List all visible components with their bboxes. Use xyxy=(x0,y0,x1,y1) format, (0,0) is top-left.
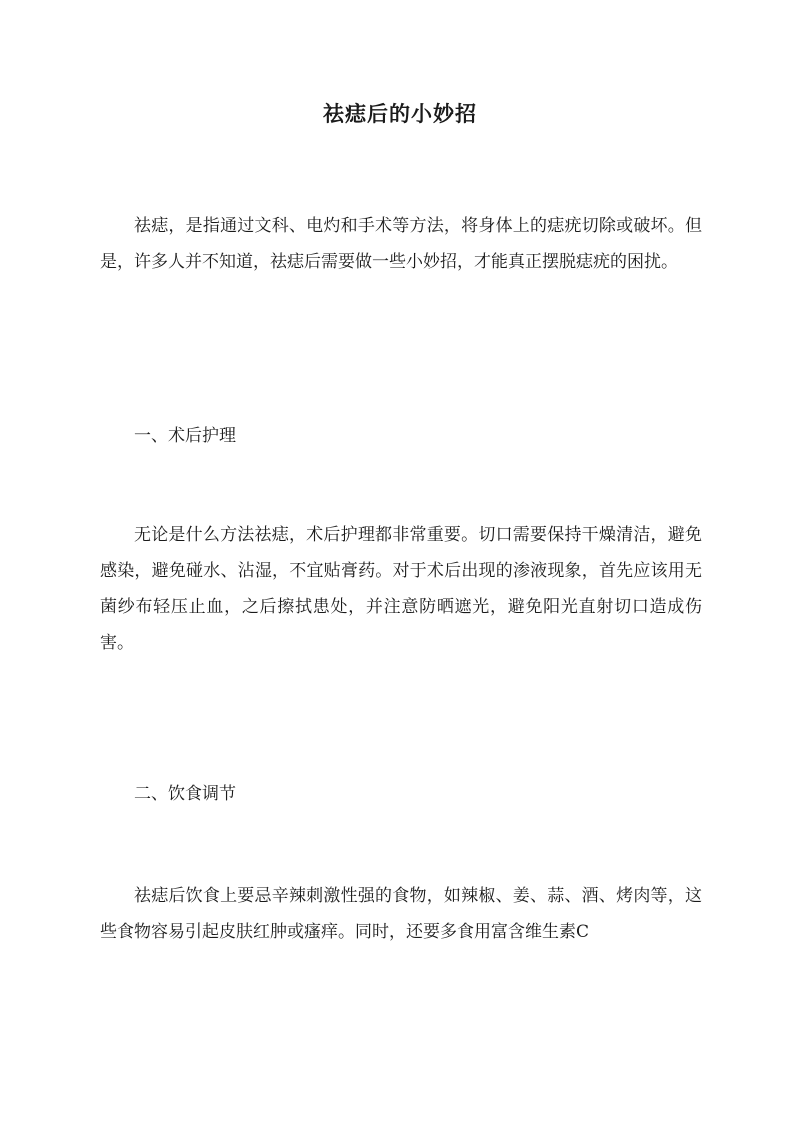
section-body-diet: 祛痣后饮食上要忌辛辣刺激性强的食物，如辣椒、姜、蒜、酒、烤肉等，这些食物容易引起皮肤红肿或瘙痒。同时，还要多食用富含维生素C xyxy=(100,886,702,942)
intro-paragraph: 祛痣，是指通过文科、电灼和手术等方法，将身体上的痣疣切除或破坏。但是，许多人并不知道，祛痣后需要做一些小妙招，才能真正摆脱痣疣的困扰。 xyxy=(100,216,702,272)
document-title: 祛痣后的小妙招 xyxy=(323,101,477,126)
section-heading-diet: 二、饮食调节 xyxy=(134,784,236,804)
section-body-post-op-care: 无论是什么方法祛痣，术后护理都非常重要。切口需要保持干燥清洁，避免感染，避免碰水、沾湿，不宜贴膏药。对于术后出现的渗液现象，首先应该用无菌纱布轻压止血，之后擦拭患处，并注意防晒遮光，避免阳光直射切口造成伤害。 xyxy=(100,525,702,653)
section-heading-post-op-care: 一、术后护理 xyxy=(134,426,236,446)
